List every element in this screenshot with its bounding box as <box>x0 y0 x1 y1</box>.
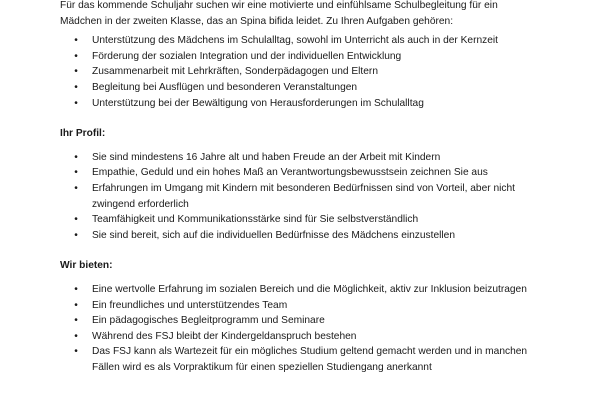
list-item <box>60 49 530 65</box>
task-text: Unterstützung bei der Bewältigung von Herausforderungen im Schulalltag <box>92 97 424 109</box>
bullet-icon: • <box>74 283 78 295</box>
list-item <box>60 33 530 49</box>
task-list <box>60 33 530 111</box>
list-item <box>60 181 530 212</box>
intro-line-1: Für das kommende Schuljahr suchen wir eine motivierte und einfühlsame Schulbegleitung für ein <box>60 0 498 11</box>
list-item <box>60 344 530 375</box>
bullet-icon: • <box>74 330 78 342</box>
bullet-icon: • <box>74 315 78 327</box>
bullet-icon: • <box>74 182 78 194</box>
profile-text: Sie sind mindestens 16 Jahre alt und haben Freude an der Arbeit mit Kindern <box>92 151 441 163</box>
intro-line-2: Mädchen in der zweiten Klasse, das an Spina bifida leidet. Zu Ihren Aufgaben gehören: <box>60 15 454 27</box>
list-item <box>60 150 530 166</box>
bullet-icon: • <box>74 151 78 163</box>
list-item <box>60 80 530 96</box>
bullet-icon: • <box>74 167 78 179</box>
list-item <box>60 64 530 80</box>
bullet-icon: • <box>74 97 78 109</box>
profile-text: Sie sind bereit, sich auf die individuellen Bedürfnisse des Mädchens einzustellen <box>92 229 456 241</box>
offer-text: Eine wertvolle Erfahrung im sozialen Bereich und die Möglichkeit, aktiv zur Inklusion beizutragen <box>92 283 527 295</box>
task-text: Unterstützung des Mädchens im Schulalltag, sowohl im Unterricht als auch in der Kernzeit <box>92 35 498 47</box>
offer-heading: Wir bieten: <box>60 260 113 272</box>
bullet-icon: • <box>74 66 78 78</box>
task-text: Förderung der sozialen Integration und der individuellen Entwicklung <box>92 50 402 62</box>
bullet-icon: • <box>74 229 78 241</box>
task-text: Zusammenarbeit mit Lehrkräften, Sonderpädagogen und Eltern <box>92 66 378 78</box>
profile-heading: Ihr Profil: <box>60 128 106 140</box>
list-item <box>60 298 530 314</box>
job-posting-text <box>60 0 530 375</box>
bullet-icon: • <box>74 35 78 47</box>
profile-list <box>60 150 530 244</box>
offer-list <box>60 282 530 376</box>
bullet-icon: • <box>74 346 78 358</box>
bullet-icon: • <box>74 50 78 62</box>
list-item <box>60 282 530 298</box>
bullet-icon: • <box>74 214 78 226</box>
profile-text: Erfahrungen im Umgang mit Kindern mit besonderen Bedürfnissen sind von Vorteil, aber nicht zwingend erforderlich <box>92 182 516 210</box>
offer-text: Das FSJ kann als Wartezeit für ein mögliches Studium geltend gemacht werden und in manchen Fällen wird es als Vorpraktikum für einen speziellen Studiengang anerkannt <box>92 346 528 373</box>
offer-text: Während des FSJ bleibt der Kindergeldanspruch bestehen <box>92 330 357 342</box>
bullet-icon: • <box>74 81 78 93</box>
task-text: Begleitung bei Ausflügen und besonderen Veranstaltungen <box>92 81 358 93</box>
bullet-icon: • <box>74 299 78 311</box>
list-item <box>60 228 530 244</box>
list-item <box>60 313 530 329</box>
intro-paragraph <box>60 0 530 29</box>
list-item <box>60 96 530 112</box>
list-item <box>60 329 530 345</box>
list-item <box>60 165 530 181</box>
offer-text: Ein freundliches und unterstützendes Team <box>92 299 288 311</box>
profile-text: Empathie, Geduld und ein hohes Maß an Verantwortungsbewusstsein zeichnen Sie aus <box>92 167 488 179</box>
list-item <box>60 212 530 228</box>
offer-text: Ein pädagogisches Begleitprogramm und Seminare <box>92 315 325 327</box>
profile-text: Teamfähigkeit und Kommunikationsstärke sind für Sie selbstverständlich <box>92 214 419 226</box>
